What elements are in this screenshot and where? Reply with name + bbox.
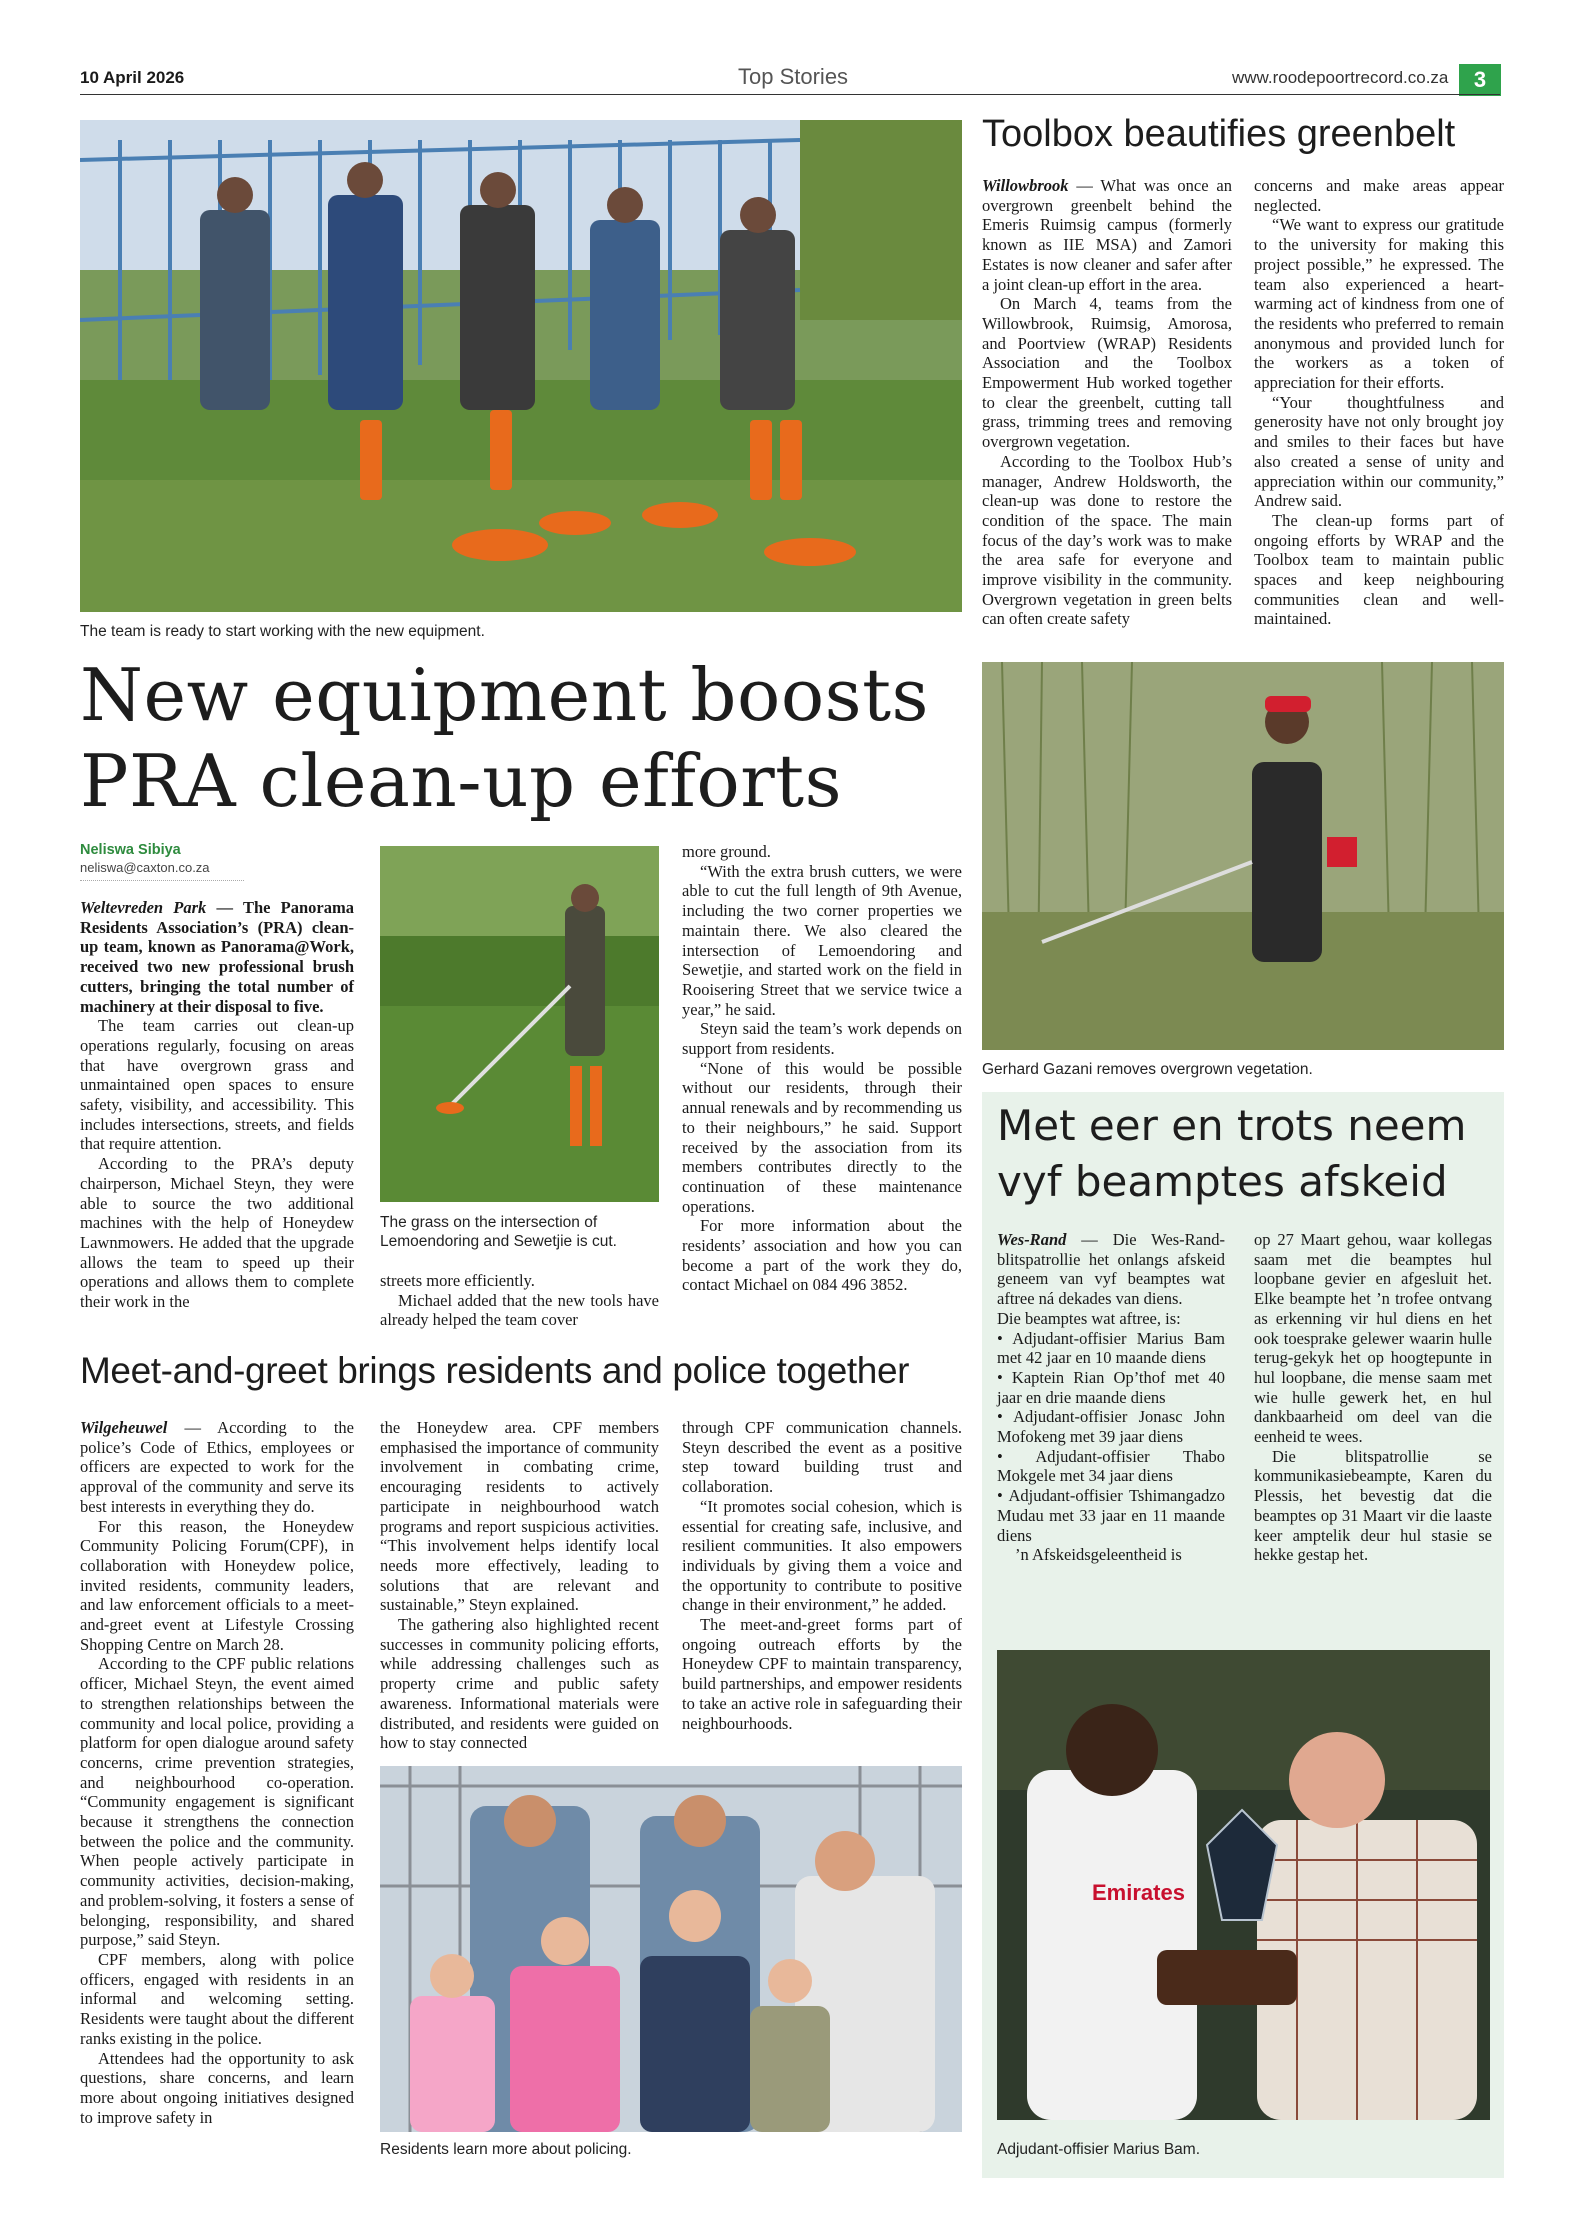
afrikaans-list-item: • Kaptein Rian Op’thof met 40 jaar en drie maande diens [997, 1367, 1225, 1407]
afrikaans-headline-line-1: Met eer en trots neem [997, 1101, 1467, 1150]
pra-column-2 [380, 1271, 659, 1330]
meet-paragraph: For this reason, the Honeydew Community Policing Forum(CPF), in collaboration with Honeydew police, invited residents, community leaders, and law enforcement officials to a meet-and-greet event at Lifestyle Crossing Shopping Centre on March 28. [80, 1516, 354, 1654]
photo-gerhard-clearing [982, 662, 1504, 1050]
toolbox-paragraph: “We want to express our gratitude to the university for making this project possible,” he expressed. The team also experienced a heart-warming act of kindness from one of the residents who preferred to remain anonymous and provided lunch for the workers as a token of appreciation for their efforts. [1254, 215, 1504, 393]
issue-date: 10 April 2026 [80, 68, 185, 87]
afrikaans-lead-text: — Die Wes-Rand-blitspatrollie het onlangs afskeid geneem van vyf beamptes wat aftree ná dekades van diens. [997, 1230, 1225, 1309]
pra-paragraph: “With the extra brush cutters, we were able to cut the full length of 9th Avenue, including the two corner properties we maintain there. We also cleared the intersection of Lemoendoring and Sewetjie, and started work on the field in Rooisering Street that we service twice a year,” he said. [682, 861, 962, 1019]
afrikaans-paragraph: op 27 Maart gehou, waar kollegas saam met die beamptes hul loopbane gevier en afgesluit het. Elke beampte het ’n trofee ontvang as erkenning vir hul diens en het ook toesprake gelewer waarin hulle terug-gekyk het op hoogtepunte in hul loopbane, die mense saam met wie hulle gewerk het, en hul dankbaarheid om deel van die eenheid te wees. [1254, 1230, 1492, 1447]
byline-divider [80, 880, 244, 881]
afrikaans-dateline: Wes-Rand [997, 1230, 1067, 1249]
pra-paragraph: Steyn said the team’s work depends on support from residents. [682, 1019, 962, 1059]
meet-paragraph: The meet-and-greet forms part of ongoing outreach efforts by the Honeydew CPF to maintain transparency, build partnerships, and empower residents to take an active role in safeguarding their neighbourhoods. [682, 1615, 962, 1733]
afrikaans-list-item: • Adjudant-offisier Thabo Mokgele met 34 jaar diens [997, 1446, 1225, 1486]
afrikaans-paragraph: ’n Afskeidsgeleentheid is [1015, 1545, 1182, 1565]
toolbox-paragraph: The clean-up forms part of ongoing efforts by WRAP and the Toolbox team to maintain public spaces and keep neighbouring communities clean and well-maintained. [1254, 510, 1504, 629]
photo-marius-bam [997, 1650, 1490, 2120]
meet-headline: Meet-and-greet brings residents and police together [80, 1350, 910, 1391]
meet-dateline: Wilgeheuwel [80, 1418, 168, 1437]
afrikaans-list-item: • Adjudant-offisier Jonasc John Mofokeng met 39 jaar diens [997, 1407, 1225, 1447]
toolbox-paragraph: “Your thoughtfulness and generosity have not only brought joy and smiles to their faces but have also created a sense of unity and appreciation within our community,” Andrew said. [1254, 392, 1504, 511]
meet-paragraph: CPF members, along with police officers, engaged with residents in an informal and welcoming setting. Residents were taught about the different ranks existing in the police. [80, 1949, 354, 2048]
meet-lead-paragraph [80, 1418, 354, 1517]
toolbox-lead-text: — What was once an overgrown greenbelt behind the Emeris Ruimsig campus (formerly known as IIE MSA) and Zamori Estates is now cleaner and safer after a joint clean-up effort in the area. [982, 176, 1232, 294]
toolbox-lead-paragraph [982, 176, 1232, 294]
meet-lead-text: — According to the police’s Code of Ethics, employees or officers are expected to work for the approval of the community and serve its best interests in everything they do. [80, 1418, 354, 1516]
meet-column-3 [682, 1418, 962, 1733]
toolbox-dateline: Willowbrook [982, 176, 1069, 195]
svg-text:Emirates: Emirates [1092, 1880, 1185, 1905]
pra-column-3 [682, 842, 962, 1295]
photo-team-caption: The team is ready to start working with the new equipment. [80, 623, 485, 640]
meet-paragraph: According to the CPF public relations officer, Michael Steyn, the event aimed to strengthen relationships between the community and local police, providing a platform for open dialogue around safety concerns, crime prevention strategies, and neighbourhood co-operation. “Community engagement is significant because it strengthens the connection between the police and the community. When people actively participate in community activities, decision-making, and problem-solving, it fosters a sense of belonging, responsibility, and shared purpose,” said Steyn. [80, 1654, 354, 1950]
afrikaans-list-item: • Adjudant-offisier Tshimangadzo Mudau met 33 jaar en 11 maande diens [997, 1486, 1225, 1545]
pra-lead-paragraph [80, 898, 354, 1016]
afrikaans-lead-paragraph [997, 1230, 1225, 1309]
photo-marius-caption: Adjudant-offisier Marius Bam. [997, 2141, 1201, 2158]
page-number-badge: 3 [1459, 64, 1501, 96]
photo-residents-police [380, 1766, 962, 2132]
photo-gerhard-caption: Gerhard Gazani removes overgrown vegetation. [982, 1061, 1313, 1078]
pra-headline: New equipment boosts PRA clean-up efforts [80, 653, 930, 823]
photo-grass-caption: The grass on the intersection of Lemoendoring and Sewetjie is cut. [380, 1214, 617, 1250]
afrikaans-column-2 [1254, 1230, 1492, 1565]
toolbox-paragraph: concerns and make areas appear neglected. [1254, 176, 1504, 215]
pra-column-1 [80, 898, 354, 1312]
toolbox-paragraph: According to the Toolbox Hub’s manager, Andrew Holdsworth, the clean-up was done to restore the condition of the space. The main focus of the day’s work was to make the area safe for everyone and improve visibility in the community. Overgrown vegetation in green belts can often create safety [982, 451, 1232, 629]
header-rule [80, 94, 1500, 95]
pra-paragraph: For more information about the residents’ association and how you can become a part of the work they do, contact Michael on 084 496 3852. [682, 1216, 962, 1295]
toolbox-column-1 [982, 176, 1232, 629]
afrikaans-column-1 [997, 1230, 1225, 1565]
meet-column-1 [80, 1418, 354, 2127]
pra-paragraph: “None of this would be possible without our residents, through their annual renewals and by recommending us to their neighbours,” he said. Support received by the association from its members contributes directly to the continuation of these maintenance operations. [682, 1058, 962, 1216]
pra-dateline: Weltevreden Park [80, 898, 207, 917]
afrikaans-list-item: • Adjudant-offisier Marius Bam met 42 jaar en 10 maande diens [997, 1328, 1225, 1368]
afrikaans-headline-line-2: vyf beamptes afskeid [997, 1157, 1448, 1206]
afrikaans-headline [997, 1098, 1466, 1210]
pra-paragraph: Michael added that the new tools have already helped the team cover [380, 1290, 659, 1330]
toolbox-paragraph: On March 4, teams from the Willowbrook, Ruimsig, Amorosa, and Poortview (WRAP) Residents Association and the Toolbox Empowerment Hub worked together to clear the greenbelt, cutting tall grass, trimming trees and removing overgrown vegetation. [982, 294, 1232, 452]
site-url[interactable]: www.roodepoortrecord.co.za [1232, 68, 1449, 87]
pra-lead-text: — The Panorama Residents Association’s (PRA) clean-up team, known as Panorama@Work, received two new professional brush cutters, bringing the total number of machinery at their disposal to five. [80, 898, 354, 1016]
toolbox-headline: Toolbox beautifies greenbelt [982, 113, 1456, 155]
pra-paragraph: more ground. [682, 842, 771, 861]
pra-paragraph: streets more efficiently. [380, 1271, 535, 1290]
byline-email[interactable]: neliswa@caxton.co.za [80, 860, 210, 875]
meet-column-2 [380, 1418, 659, 1753]
pra-paragraph: The team carries out clean-up operations regularly, focusing on areas that have overgrown grass and unmaintained open spaces to ensure safety, visibility, and accessibility. This includes intersections, streets, and fields that require attention. [80, 1016, 354, 1154]
section-title: Top Stories [738, 64, 849, 89]
meet-paragraph: “It promotes social cohesion, which is essential for creating safe, inclusive, and resilient communities. It also empowers individuals by giving them a voice and the opportunity to contribute to positive change in their environment,” he added. [682, 1496, 962, 1615]
photo-grass-cut [380, 846, 659, 1202]
afrikaans-paragraph: Die blitspatrollie se kommunikasiebeampte, Karen du Plessis, het bevestig dat die beamptes op 31 Maart vir die laaste keer amptelik deur hul stasie se hekke gestap het. [1254, 1446, 1492, 1565]
afrikaans-paragraph: Die beamptes wat aftree, is: [997, 1308, 1181, 1328]
meet-paragraph: The gathering also highlighted recent successes in community policing efforts, while addressing challenges such as property crime and public safety awareness. Informational materials were distributed, and residents were guided on how to stay connected [380, 1615, 659, 1753]
toolbox-column-2 [1254, 176, 1504, 629]
pra-paragraph: According to the PRA’s deputy chairperson, Michael Steyn, they were able to source the two additional machines with the help of Honeydew Lawnmowers. He added that the upgrade allows the team to speed up their operations and allows them to complete their work in the [80, 1154, 354, 1312]
meet-paragraph: the Honeydew area. CPF members emphasised the importance of community involvement in combating crime, encouraging residents to actively participate in neighbourhood watch programs and report suspicious activities. “This involvement helps identify local needs more effectively, leading to solutions that are relevant and sustainable,” Steyn explained. [380, 1418, 659, 1615]
meet-paragraph: Attendees had the opportunity to ask questions, share concerns, and learn more about ongoing initiatives designed to improve safety in [80, 2048, 354, 2127]
photo-team-equipment [80, 120, 962, 612]
byline-author: Neliswa Sibiya [80, 842, 181, 858]
meet-paragraph: through CPF communication channels. Steyn described the event as a positive step toward building trust and collaboration. [682, 1418, 962, 1497]
photo-residents-caption: Residents learn more about policing. [380, 2141, 632, 2158]
